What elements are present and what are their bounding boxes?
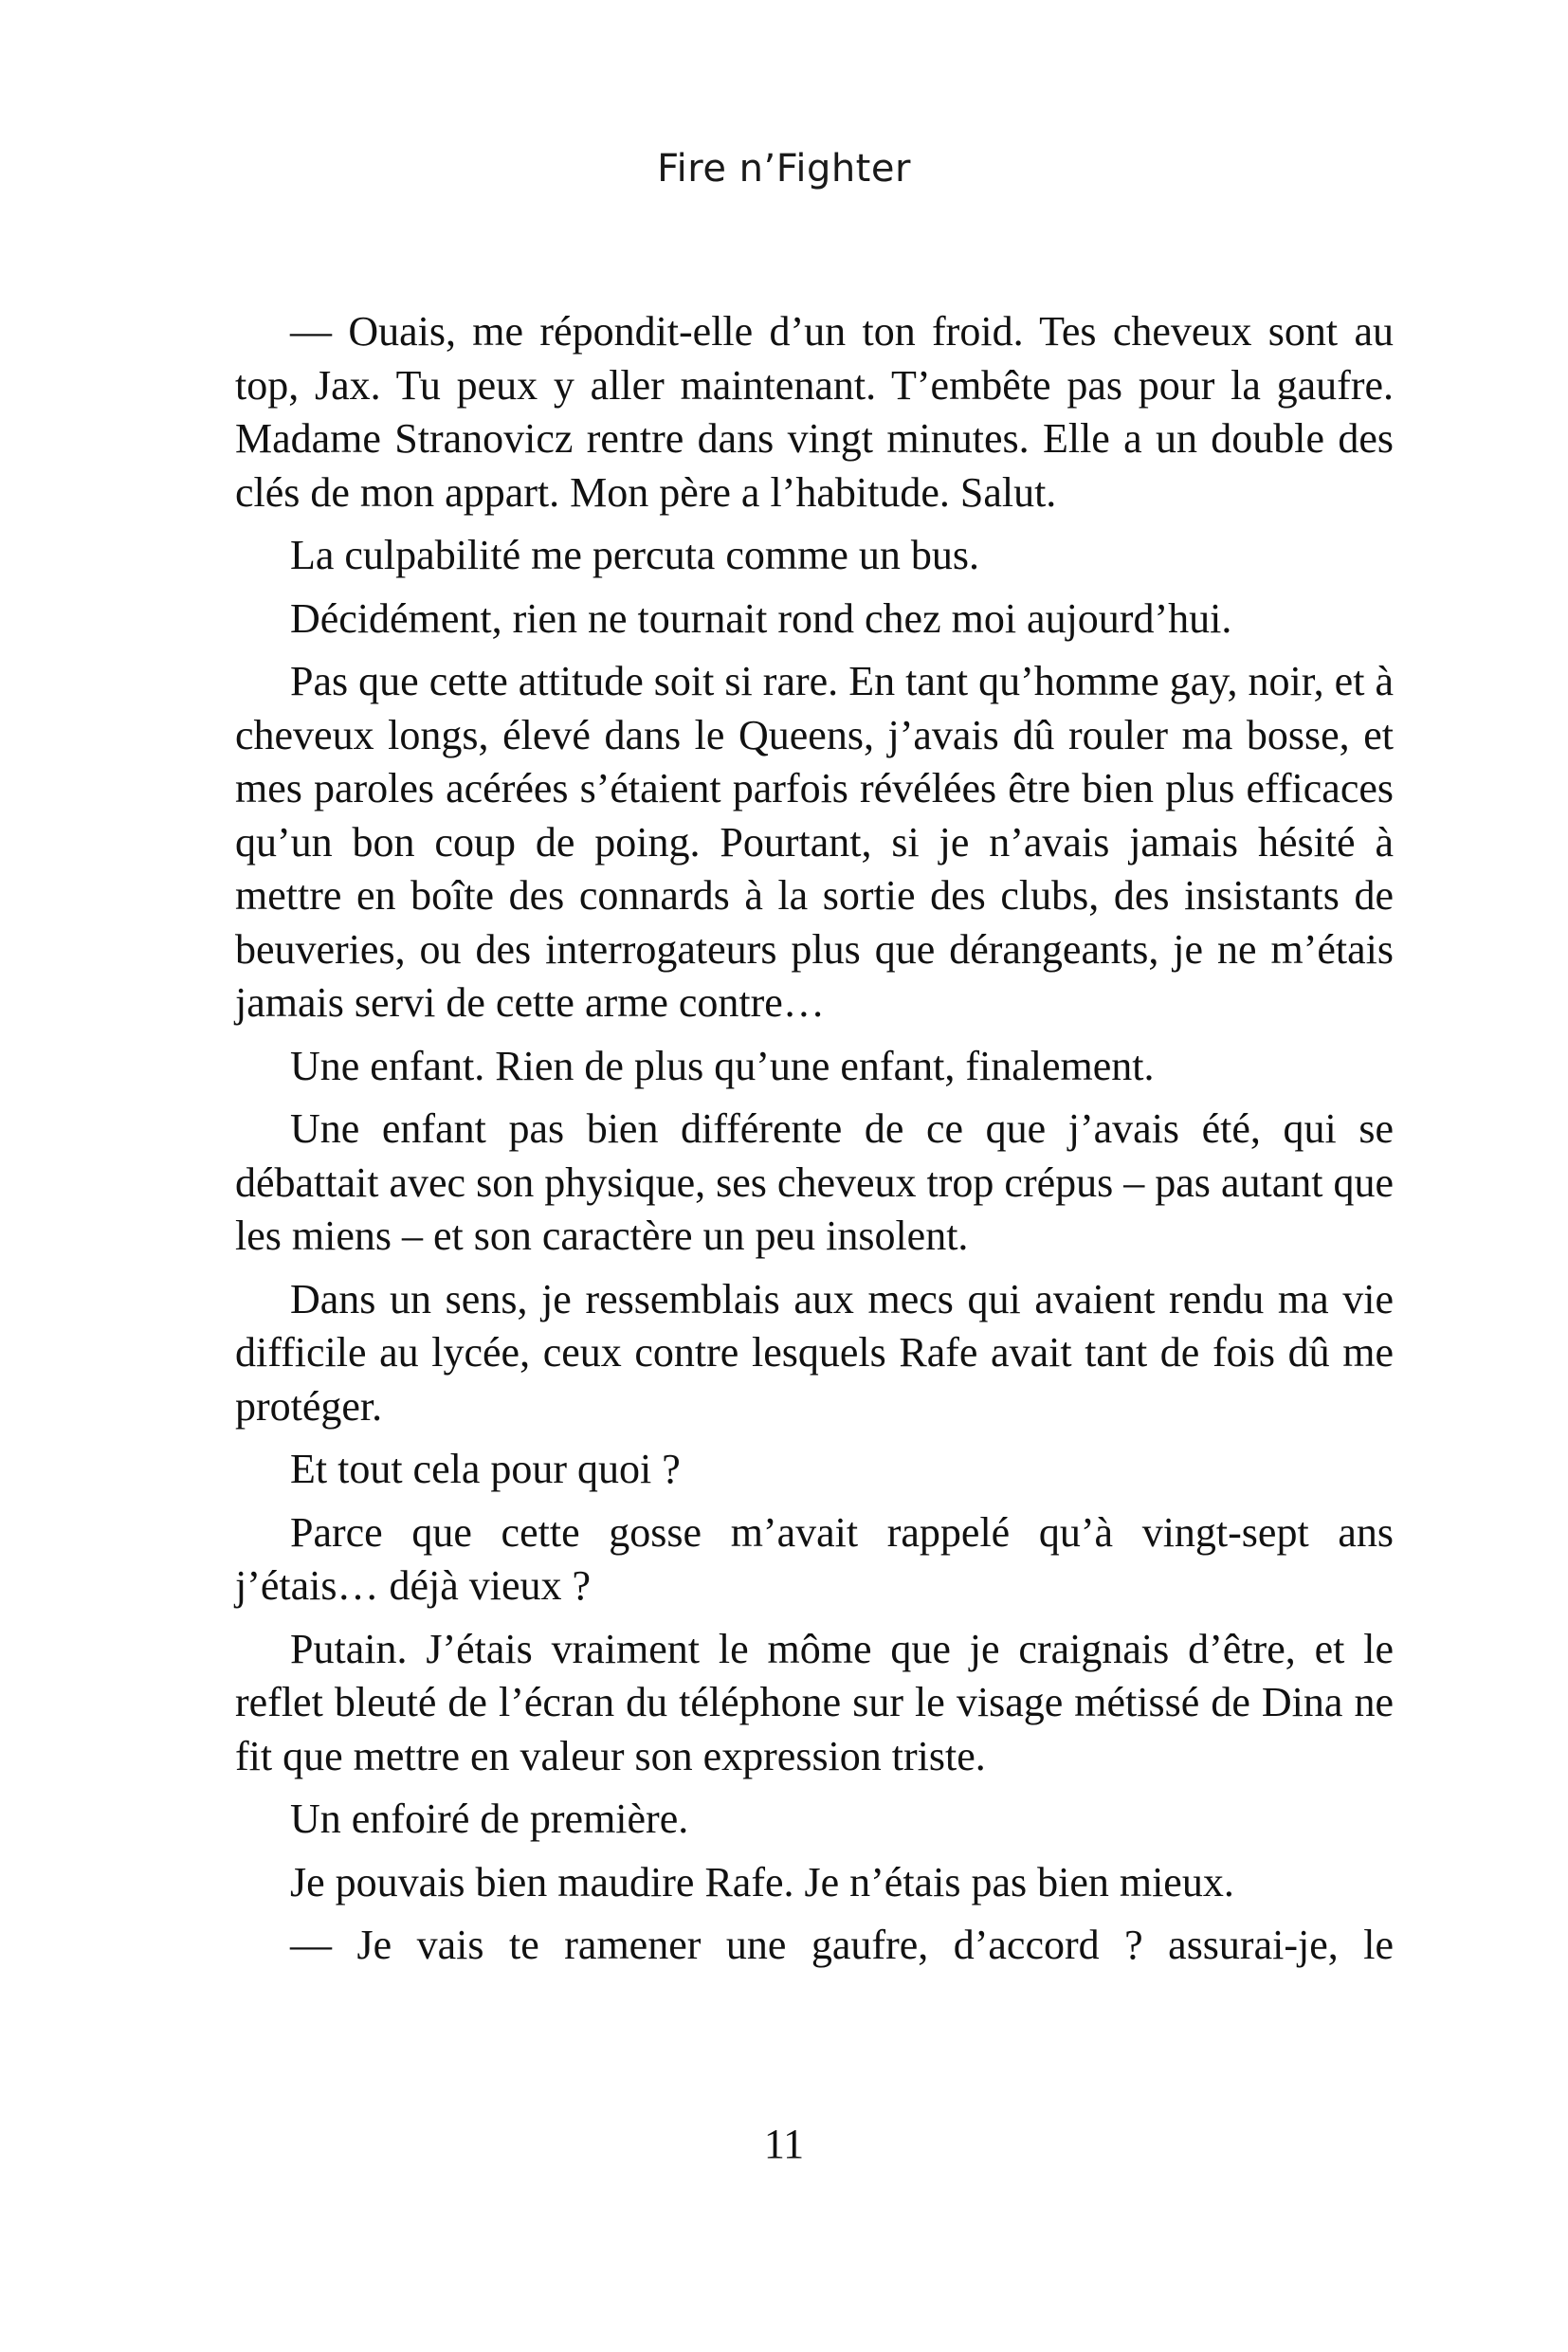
- paragraph: Décidément, rien ne tournait rond chez moi aujourd’hui.: [290, 594, 1232, 642]
- page-number: 11: [763, 2121, 805, 2167]
- paragraph: Une enfant pas bien différente de ce que j’avais été, qui se débattait avec son physique, ses cheveux trop crépus – pas autant que les miens – et son caractère un peu insolent.: [235, 1105, 1394, 1259]
- page-body-text: [235, 305, 1394, 1982]
- paragraph: Dans un sens, je ressemblais aux mecs qui avaient rendu ma vie difficile au lycée, ceux contre lesquels Rafe avait tant de fois dû me protéger.: [235, 1275, 1394, 1430]
- paragraph: Putain. J’étais vraiment le môme que je craignais d’être, et le reflet bleuté de l’écran du téléphone sur le visage métissé de Dina ne fit que mettre en valeur son expression triste.: [235, 1625, 1394, 1779]
- paragraph: Un enfoiré de première.: [290, 1796, 689, 1842]
- paragraph: Parce que cette gosse m’avait rappelé qu’à vingt-sept ans j’étais… déjà vieux ?: [235, 1508, 1394, 1609]
- paragraph: Je pouvais bien maudire Rafe. Je n’étais pas bien mieux.: [290, 1858, 1234, 1905]
- running-header-title: Fire n’Fighter: [657, 147, 911, 191]
- paragraph: Pas que cette attitude soit si rare. En tant qu’homme gay, noir, et à cheveux longs, élevé dans le Queens, j’avais dû rouler ma bosse, et mes paroles acérées s’étaient parfois révélées être bien plus efficaces qu’un bon coup de poing. Pourtant, si je n’avais jamais hésité à mettre en boîte des connards à la sortie des clubs, des insistants de beuveries, ou des interrogateurs plus que dérangeants, je ne m’étais jamais servi de cette arme contre…: [235, 658, 1394, 1026]
- paragraph-continued: — Je vais te ramener une gaufre, d’accord ? assurai-je, le: [290, 1922, 1394, 1968]
- paragraph: — Ouais, me répondit-elle d’un ton froid. Tes cheveux sont au top, Jax. Tu peux y aller maintenant. T’embête pas pour la gaufre. Madame Stranovicz rentre dans vingt minutes. Elle a un double des clés de mon appart. Mon père a l’habitude. Salut.: [235, 308, 1394, 516]
- paragraph: Et tout cela pour quoi ?: [290, 1446, 681, 1492]
- paragraph: La culpabilité me percuta comme un bus.: [290, 532, 979, 578]
- paragraph: Une enfant. Rien de plus qu’une enfant, finalement.: [290, 1042, 1155, 1089]
